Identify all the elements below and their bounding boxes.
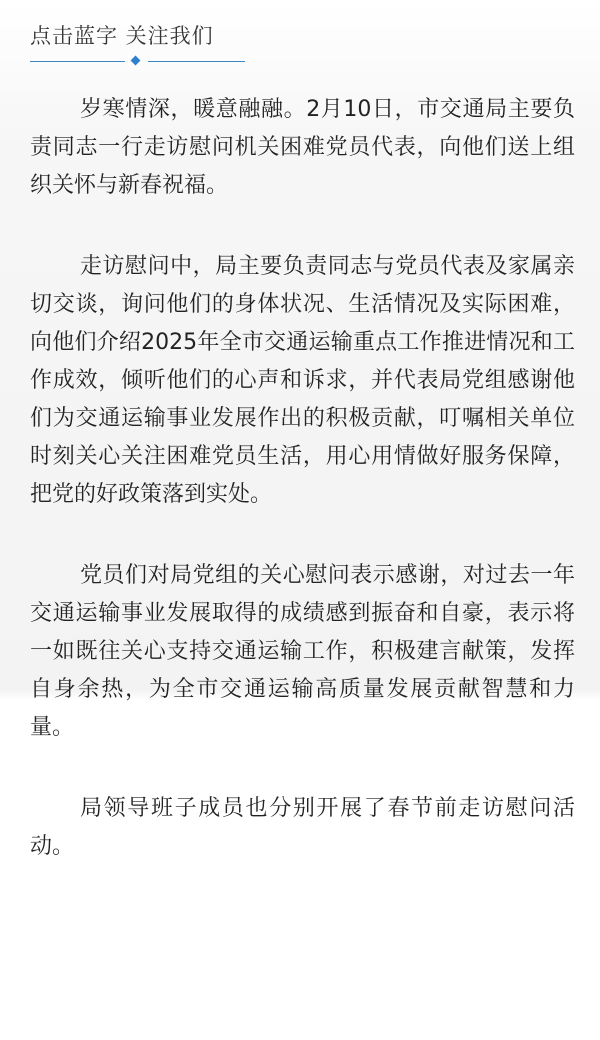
divider-line-right	[148, 61, 245, 62]
follow-prompt[interactable]: 点击蓝字 关注我们	[30, 24, 214, 48]
header-divider	[30, 56, 245, 68]
diamond-icon	[131, 56, 141, 66]
article-paragraph: 党员们对局党组的关心慰问表示感谢，对过去一年交通运输事业发展取得的成绩感到振奋和自豪，表示将一如既往关心支持交通运输工作，积极建言献策，发挥自身余热，为全市交通运输高质量发展贡献智慧和力量。	[30, 563, 575, 740]
article-body	[30, 91, 575, 909]
article-paragraph: 局领导班子成员也分别开展了春节前走访慰问活动。	[30, 796, 575, 859]
article-paragraph: 岁寒情深，暖意融融。2月10日，市交通局主要负责同志一行走访慰问机关困难党员代表，向他们送上组织关怀与新春祝福。	[30, 97, 575, 198]
article-paragraph: 走访慰问中，局主要负责同志与党员代表及家属亲切交谈，询问他们的身体状况、生活情况及实际困难，向他们介绍2025年全市交通运输重点工作推进情况和工作成效，倾听他们的心声和诉求，并代表局党组感谢他们为交通运输事业发展作出的积极贡献，叮嘱相关单位时刻关心关注困难党员生活，用心用情做好服务保障，把党的好政策落到实处。	[30, 254, 575, 507]
divider-line-left	[30, 61, 125, 62]
follow-header	[30, 20, 245, 68]
